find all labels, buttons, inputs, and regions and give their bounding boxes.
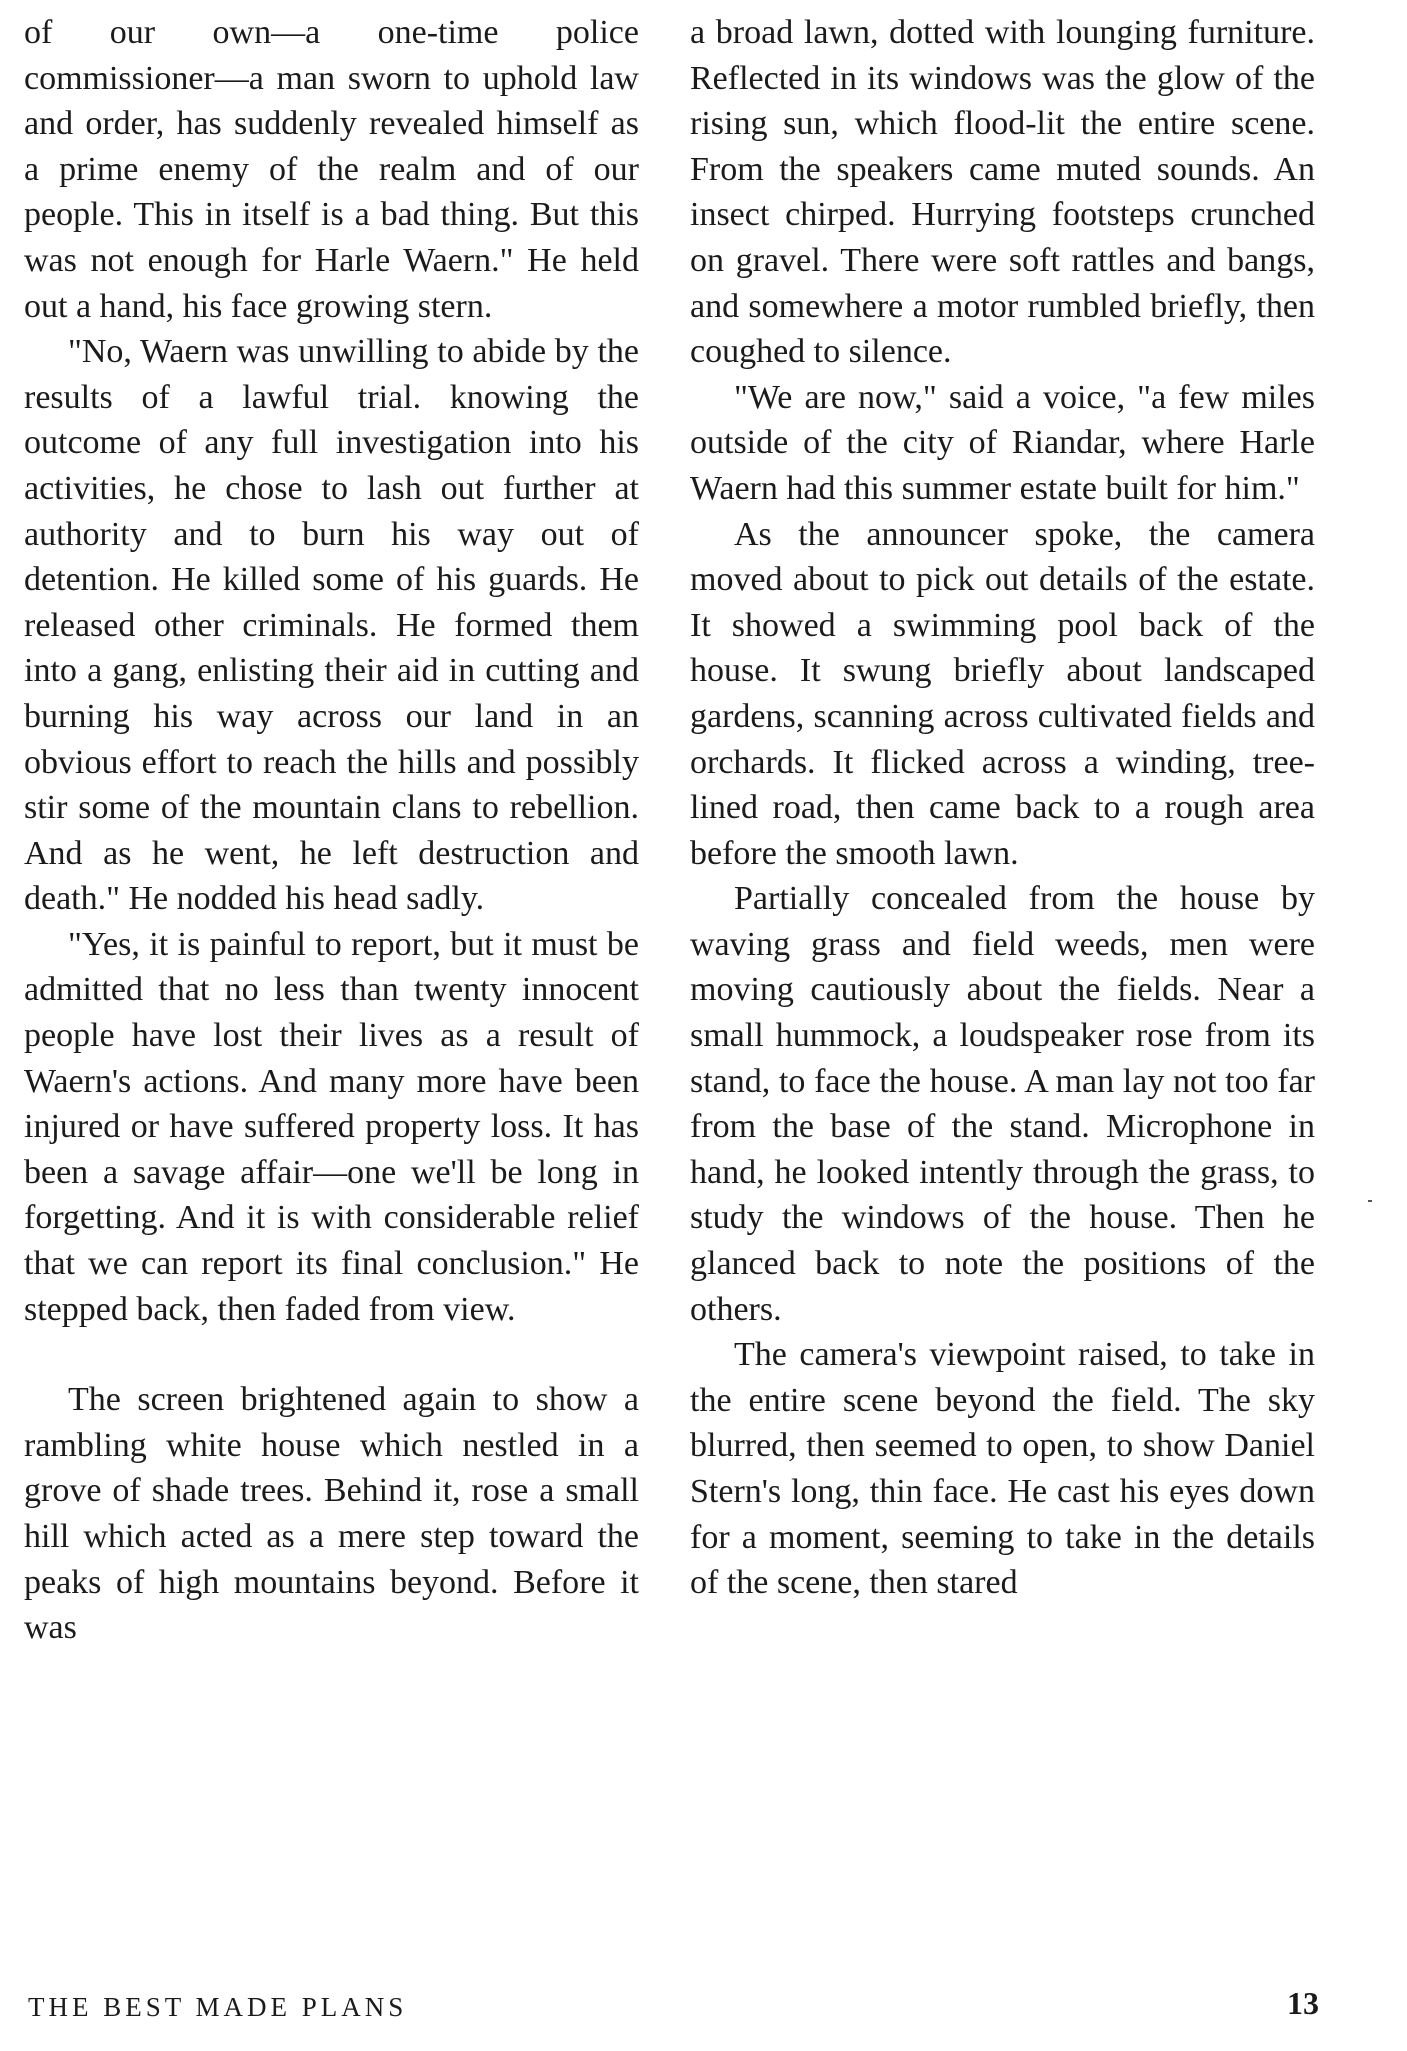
paragraph: As the announcer spoke, the camera moved about to pick out details of the estate. It showed a swimming pool back of the house. It swung briefly about landscaped gardens, scanning across cultivated fields and orchards. It flicked across a winding, tree-lined road, then came back to a rough area before the smooth lawn. [690, 515, 1315, 872]
paragraph: Partially concealed from the house by waving grass and field weeds, men were moving cautiously about the fields. Near a small hummock, a loudspeaker rose from its stand, to face the house. A man lay not too far from the base of the stand. Microphone in hand, he looked intently through the grass, to study the windows of the house. Then he glanced back to note the positions of the others. [690, 880, 1315, 1328]
running-footer-title: THE BEST MADE PLANS [28, 1992, 408, 2022]
paragraph: of our own—a one-time police commissioner—a man sworn to uphold law and order, has suddenly revealed himself as a prime enemy of the realm and of our people. This in itself is a bad thing. But this was not enough for Harle Waern." He held out a hand, his face growing stern. [24, 14, 639, 325]
right-column [690, 10, 1315, 1606]
paragraph: "No, Waern was unwilling to abide by the results of a lawful trial. knowing the outcome of any full investigation into his activities, he chose to lash out further at authority and to burn his way out of detention. He killed some of his guards. He released other criminals. He formed them into a gang, enlisting their aid in cutting and burning his way across our land in an obvious effort to reach the hills and possibly stir some of the mountain clans to rebellion. And as he went, he left destruction and death." He nodded his head sadly. [24, 333, 639, 918]
paragraph: a broad lawn, dotted with lounging furniture. Reflected in its windows was the glow of the rising sun, which flood-lit the entire scene. From the speakers came muted sounds. An insect chirped. Hurrying footsteps crunched on gravel. There were soft rattles and bangs, and somewhere a motor rumbled briefly, then coughed to silence. [690, 14, 1315, 371]
paragraph: "Yes, it is painful to report, but it must be admitted that no less than twenty innocent people have lost their lives as a result of Waern's actions. And many more have been injured or have suffered property loss. It has been a savage affair—one we'll be long in forgetting. And it is with considerable relief that we can report its final conclusion." He stepped back, then faded from view. [24, 925, 639, 1328]
left-column [24, 10, 639, 1651]
paragraph: The screen brightened again to show a rambling white house which nestled in a grove of shade trees. Behind it, rose a small hill which acted as a mere step toward the peaks of high mountains beyond. Before it was [24, 1381, 639, 1647]
print-speck [1368, 1200, 1372, 1202]
paragraph: The camera's viewpoint raised, to take in the entire scene beyond the field. The sky blurred, then seemed to open, to show Daniel Stern's long, thin face. He cast his eyes down for a moment, seeming to take in the details of the scene, then stared [690, 1336, 1315, 1602]
page-number: 13 [1287, 1985, 1319, 2021]
paragraph: "We are now," said a voice, "a few miles outside of the city of Riandar, where Harle Waern had this summer estate built for him." [690, 378, 1315, 507]
